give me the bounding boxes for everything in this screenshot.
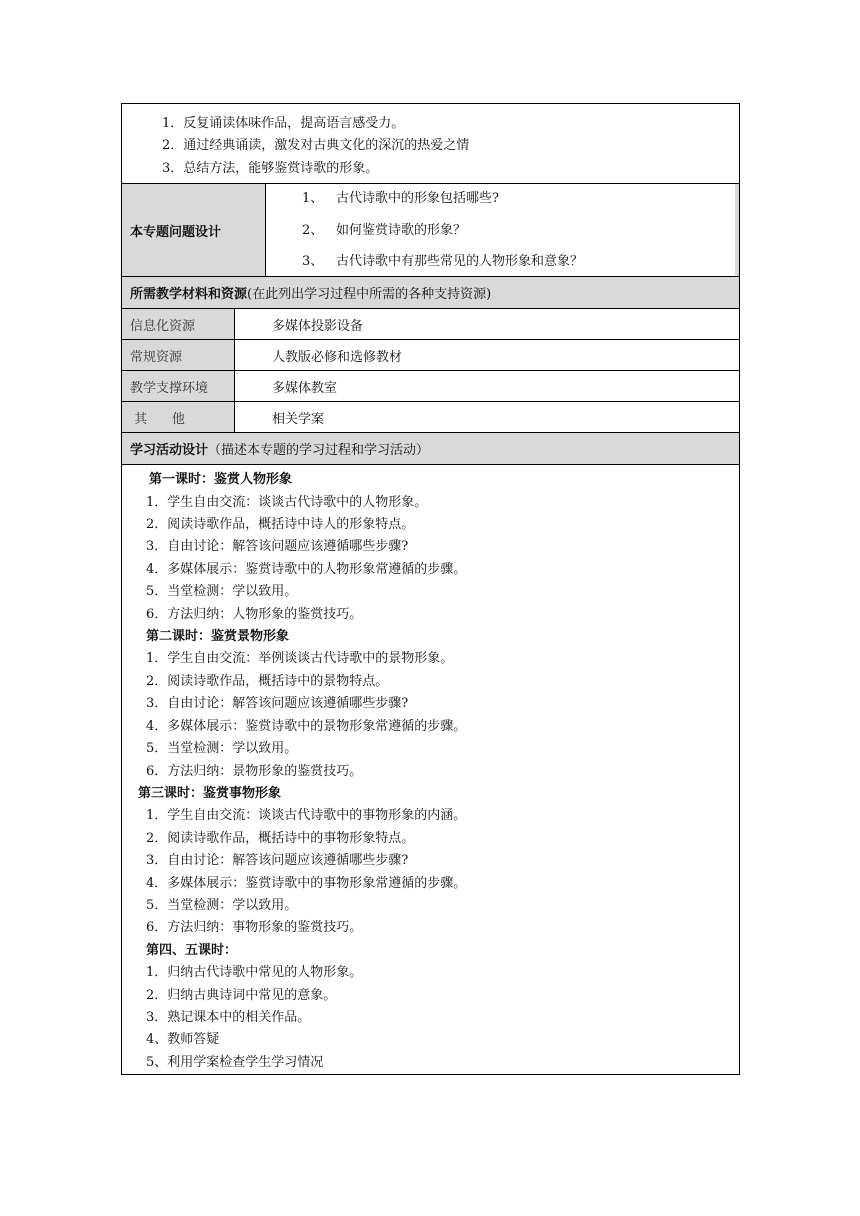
lesson-step: 3．熟记课本中的相关作品。 bbox=[146, 1009, 311, 1025]
activities-cell bbox=[122, 465, 740, 1075]
goals-row bbox=[122, 104, 740, 184]
question-text: 如何鉴赏诗歌的形象？ bbox=[336, 223, 467, 239]
question-item bbox=[302, 219, 466, 238]
activities-row bbox=[122, 465, 740, 1075]
lesson-step: 3．自由讨论：解答该问题应该遵循哪些步骤? bbox=[146, 853, 409, 869]
goal-line: 3．总结方法，能够鉴赏诗歌的形象。 bbox=[162, 160, 379, 176]
lesson-step: 3．自由讨论：解答该问题应该遵循哪些步骤? bbox=[146, 539, 409, 555]
lesson-step: 1．学生自由交流：举例谈谈古代诗歌中的景物形象。 bbox=[146, 651, 454, 667]
resource-label: 信息化资源 bbox=[122, 309, 235, 340]
questions-label: 本专题问题设计 bbox=[122, 184, 266, 277]
activities-header-row bbox=[122, 433, 740, 465]
resource-value: 人教版必修和选修教材 bbox=[235, 340, 740, 371]
lesson-step: 2．阅读诗歌作品，概括诗中的事物形象特点。 bbox=[146, 830, 415, 846]
question-number: 2、 bbox=[302, 223, 324, 239]
lesson-step: 3．自由讨论：解答该问题应该遵循哪些步骤? bbox=[146, 696, 409, 712]
activities-note: （描述本专题的学习过程和学习活动） bbox=[208, 443, 430, 459]
lesson-step: 5．当堂检测：学以致用。 bbox=[146, 897, 298, 913]
resource-label: 常规资源 bbox=[122, 340, 235, 371]
materials-header bbox=[122, 277, 740, 309]
question-item bbox=[302, 250, 583, 269]
resource-value: 多媒体教室 bbox=[235, 371, 740, 402]
resource-row bbox=[122, 340, 740, 371]
lesson-step: 6．方法归纳：事物形象的鉴赏技巧。 bbox=[146, 920, 363, 936]
lesson-step: 4、教师答疑 bbox=[146, 1032, 220, 1048]
lesson-title: 第三课时：鉴赏事物形象 bbox=[138, 785, 282, 801]
resource-row bbox=[122, 371, 740, 402]
goal-line: 1．反复诵读体味作品，提高语言感受力。 bbox=[162, 116, 405, 131]
question-number: 1、 bbox=[302, 191, 324, 207]
lesson-step: 1．学生自由交流：谈谈古代诗歌中的事物形象的内涵。 bbox=[146, 808, 467, 824]
lesson-title: 第四、五课时： bbox=[146, 942, 238, 958]
resource-row bbox=[122, 402, 740, 433]
lesson-step: 4．多媒体展示：鉴赏诗歌中的景物形象常遵循的步骤。 bbox=[146, 718, 467, 734]
lesson-step: 5、利用学案检查学生学习情况 bbox=[146, 1054, 324, 1070]
lesson-step: 4．多媒体展示：鉴赏诗歌中的事物形象常遵循的步骤。 bbox=[146, 875, 467, 891]
materials-header-row bbox=[122, 277, 740, 309]
resource-value: 多媒体投影设备 bbox=[235, 309, 740, 340]
questions-cell bbox=[266, 184, 740, 277]
lesson-title: 第二课时：鉴赏景物形象 bbox=[146, 629, 290, 645]
lesson-title: 第一课时：鉴赏人物形象 bbox=[149, 472, 293, 488]
goals-cell bbox=[122, 104, 740, 184]
lesson-step: 6．方法归纳：景物形象的鉴赏技巧。 bbox=[146, 763, 363, 779]
question-text: 古代诗歌中有那些常见的人物形象和意象？ bbox=[336, 254, 584, 270]
resource-value: 相关学案 bbox=[235, 402, 740, 433]
lesson-step: 2．阅读诗歌作品，概括诗中的景物特点。 bbox=[146, 673, 389, 689]
materials-title: 所需教学材料和资源 bbox=[130, 287, 248, 303]
materials-note: (在此列出学习过程中所需的各种支持资源) bbox=[247, 287, 492, 303]
questions-row bbox=[122, 184, 740, 277]
questions-list bbox=[266, 184, 735, 276]
goal-line: 2．通过经典诵读，激发对古典文化的深沉的热爱之情 bbox=[162, 138, 470, 154]
lesson-plan-table bbox=[121, 103, 740, 1075]
resource-label: 教学支撑环境 bbox=[122, 371, 235, 402]
lesson-step: 6．方法归纳：人物形象的鉴赏技巧。 bbox=[146, 606, 363, 622]
question-item bbox=[302, 187, 499, 206]
lesson-step: 4．多媒体展示：鉴赏诗歌中的人物形象常遵循的步骤。 bbox=[146, 561, 467, 577]
question-number: 3、 bbox=[302, 254, 324, 270]
question-text: 古代诗歌中的形象包括哪些? bbox=[336, 191, 499, 207]
activities-title: 学习活动设计 bbox=[130, 443, 209, 459]
resource-row bbox=[122, 309, 740, 340]
lesson-step: 5．当堂检测：学以致用。 bbox=[146, 584, 298, 600]
resource-label: 其 他 bbox=[122, 402, 235, 433]
lesson-step: 2．阅读诗歌作品，概括诗中诗人的形象特点。 bbox=[146, 517, 415, 533]
lesson-step: 5．当堂检测：学以致用。 bbox=[146, 741, 298, 757]
lesson-step: 1．归纳古代诗歌中常见的人物形象。 bbox=[146, 965, 363, 981]
activities-header bbox=[122, 433, 740, 465]
lesson-step: 2．归纳古典诗词中常见的意象。 bbox=[146, 987, 337, 1003]
lesson-step: 1．学生自由交流：谈谈古代诗歌中的人物形象。 bbox=[146, 494, 428, 510]
